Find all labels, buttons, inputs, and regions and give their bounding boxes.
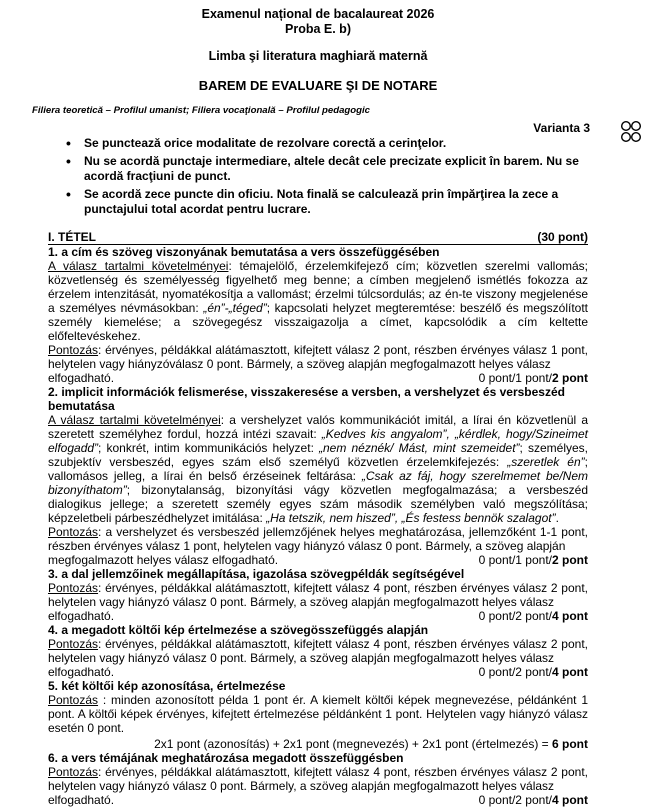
max-points: 4 pont — [552, 793, 588, 807]
item-title: 1. a cím és szöveg viszonyának bemutatása a vers összefüggésében — [48, 245, 440, 259]
section-title: I. TÉTEL — [48, 230, 96, 244]
max-points: 2 pont — [552, 371, 588, 385]
exam-subject: Limba şi literatura maghiară maternă — [208, 49, 428, 63]
ministry-logo-icon — [620, 120, 642, 144]
scoring-label: Pontozás — [48, 693, 99, 707]
item-scoring: Pontozás : minden azonosított példa 1 pont ér. A kiemelt költői képek megnevezése, példánként 1 pont. A költői képek érvényes, kifejtett értelmezése példánként 1 pont. Helytelen vagy hiányzó válasz esetén 0 pont. — [48, 693, 588, 735]
exam-title: Examenul național de bacalaureat 2026 — [201, 7, 435, 21]
item-scoring: Pontozás: érvényes, példákkal alátámasztott, kifejtett válasz 4 pont, részben érvényes válasz 2 pont, helytelen vagy hiányzó válasz 0 pont. Bármely, a szöveg alapján megfogalmazott helyes válasz — [48, 765, 588, 793]
max-points: 4 pont — [552, 665, 588, 679]
item-requirements: A válasz tartalmi követelményei: témajelölő, érzelemkifejező cím; közvetlen szerelmi vallomás; közvetlenség és személyesség figyelhető meg benne; a címben megjelenő ismétlés fokozza az érzelem intenzitását, nyomatékosítja a vallomást; érzelmi túlcsordulás; az én-te viszony megjelenése a személyes névmásokban: „én”-„téged”; kapcsolati helyzet megteremtése: beszélő és megszólított személy kiemelése; a szövegegész visszaigazolja a címet, kapcsolódik a cím keltette előfeltevéskehez. — [48, 259, 589, 343]
rule-item: • Nu se acordă punctaje intermediare, altele decât cele precizate explicit în barem. Nu se acordă fracţiuni de punct. — [72, 154, 588, 184]
document-page — [32, 0, 590, 807]
scoring-label: Pontozás — [48, 581, 99, 595]
item-3 — [48, 567, 588, 623]
varianta-label: Varianta 3 — [533, 121, 590, 135]
requirements-label: A válasz tartalmi követelményei — [48, 259, 229, 273]
max-points: 2 pont — [552, 553, 588, 567]
item-title: 6. a vers témájának meghatározása megadott összefüggésben — [48, 751, 404, 765]
scoring-label: Pontozás — [48, 637, 99, 651]
scoring-label: Pontozás — [48, 525, 99, 539]
general-rules-list — [48, 136, 588, 217]
exam-proba: Proba E. b) — [285, 22, 351, 36]
score-line: elfogadható. 0 pont/2 pont/4 pont — [48, 609, 588, 623]
item-title: 2. implicit információk felismerése, visszakeresése a versben, a vershelyzet és versbeszéd bemutatása — [48, 385, 565, 413]
score-formula: 2x1 pont (azonosítás) + 2x1 pont (megnevezés) + 2x1 pont (értelmezés) = 6 pont — [154, 737, 588, 751]
section-points: (30 pont) — [537, 230, 588, 244]
score-line: elfogadható. 0 pont/2 pont/4 pont — [48, 793, 588, 807]
score-line: elfogadható. 0 pont/1 pont/2 pont — [48, 371, 588, 385]
item-scoring: Pontozás: érvényes, példákkal alátámasztott, kifejtett válasz 4 pont, részben érvényes válasz 2 pont, helytelen vagy hiányzó válasz 0 pont. Bármely, a szöveg alapján megfogalmazott helyes válasz — [48, 581, 588, 609]
score-line: megfogalmazott helyes válasz elfogadható. 0 pont/1 pont/2 pont — [48, 553, 588, 567]
item-2 — [48, 385, 588, 567]
section-header — [48, 230, 588, 245]
max-points: 6 pont — [552, 737, 588, 751]
item-requirements: A válasz tartalmi követelményei: a vershelyzet valós kommunikációt imitál, a lírai én közvetlenül a szeretett személyhez fordul, hozzá intézi szavait: „Kedves kis angyalom”, „kérdlek, hogy/Szineimet elfogadd”; konkrét, intim kommunikációs helyzet: „nem néznék/ Mást, mint szemeidet”; személyes, szubjektív versbeszéd, egyes szám első személyű közvetlen érzelemkifejezés: „szeretlek én”; vallomásos jelleg, a lírai én belső érzéseinek feltárása: „Csak az fáj, hogy szerelmemet be/Nem bizonyíthatom”; bizonytalanság, bizonyítási vágy közvetlen megfogalmazása; a versbeszéd dialogikus jellege; a szeretett személy egyes szám második személyben való megszólítása; képzeletbeli párbeszédhelyzet imitálása: „Ha tetszik, nem hiszed”, „És festess bennök szalagot”. — [48, 413, 589, 525]
item-scoring: Pontozás: érvényes, példákkal alátámasztott, kifejtett válasz 4 pont, részben érvényes válasz 2 pont, helytelen vagy hiányzó válasz 0 pont. Bármely, a szöveg alapján megfogalmazott helyes válasz — [48, 637, 588, 665]
item-4 — [48, 623, 588, 679]
item-title: 4. a megadott költői kép értelmezése a szövegösszefüggés alapján — [48, 623, 429, 637]
max-points: 4 pont — [552, 609, 588, 623]
item-5 — [48, 679, 588, 751]
scoring-label: Pontozás — [48, 765, 99, 779]
requirements-label: A válasz tartalmi követelményei — [48, 413, 221, 427]
item-6 — [48, 751, 588, 807]
item-title: 5. két költői kép azonosítása, értelmezése — [48, 679, 286, 693]
item-title: 3. a dal jellemzőinek megállapítása, igazolása szövegpéldák segítségével — [48, 567, 465, 581]
item-scoring: Pontozás: érvényes, példákkal alátámasztott, kifejtett válasz 2 pont, részben érvényes válasz 1 pont, helytelen vagy hiányzóválasz 0 pont. Bármely, a szöveg alapján megfogalmazott helyes válasz — [48, 343, 588, 371]
item-1 — [48, 245, 588, 385]
rule-item: • Se acordă zece puncte din oficiu. Nota finală se calculează prin împărţirea la zece a punctajului total acordat pentru lucrare. — [72, 187, 588, 217]
score-line: elfogadható. 0 pont/2 pont/4 pont — [48, 665, 588, 679]
item-scoring: Pontozás: a vershelyzet és versbeszéd jellemzőjének helyes meghatározása, jellemzőként 1-1 pont, részben érvényes válasz 1 pont, helytelen vagy hiányzó válasz 0 pont. Bármely, a szöveg alapján — [48, 525, 588, 553]
scoring-label: Pontozás — [48, 343, 99, 357]
rule-item: • Se punctează orice modalitate de rezolvare corectă a cerinţelor. — [72, 136, 588, 151]
barem-title: BAREM DE EVALUARE ŞI DE NOTARE — [198, 78, 438, 93]
filiera-line: Filiera teoretică – Profilul umanist; Filiera vocaţională – Profilul pedagogic — [32, 105, 370, 116]
